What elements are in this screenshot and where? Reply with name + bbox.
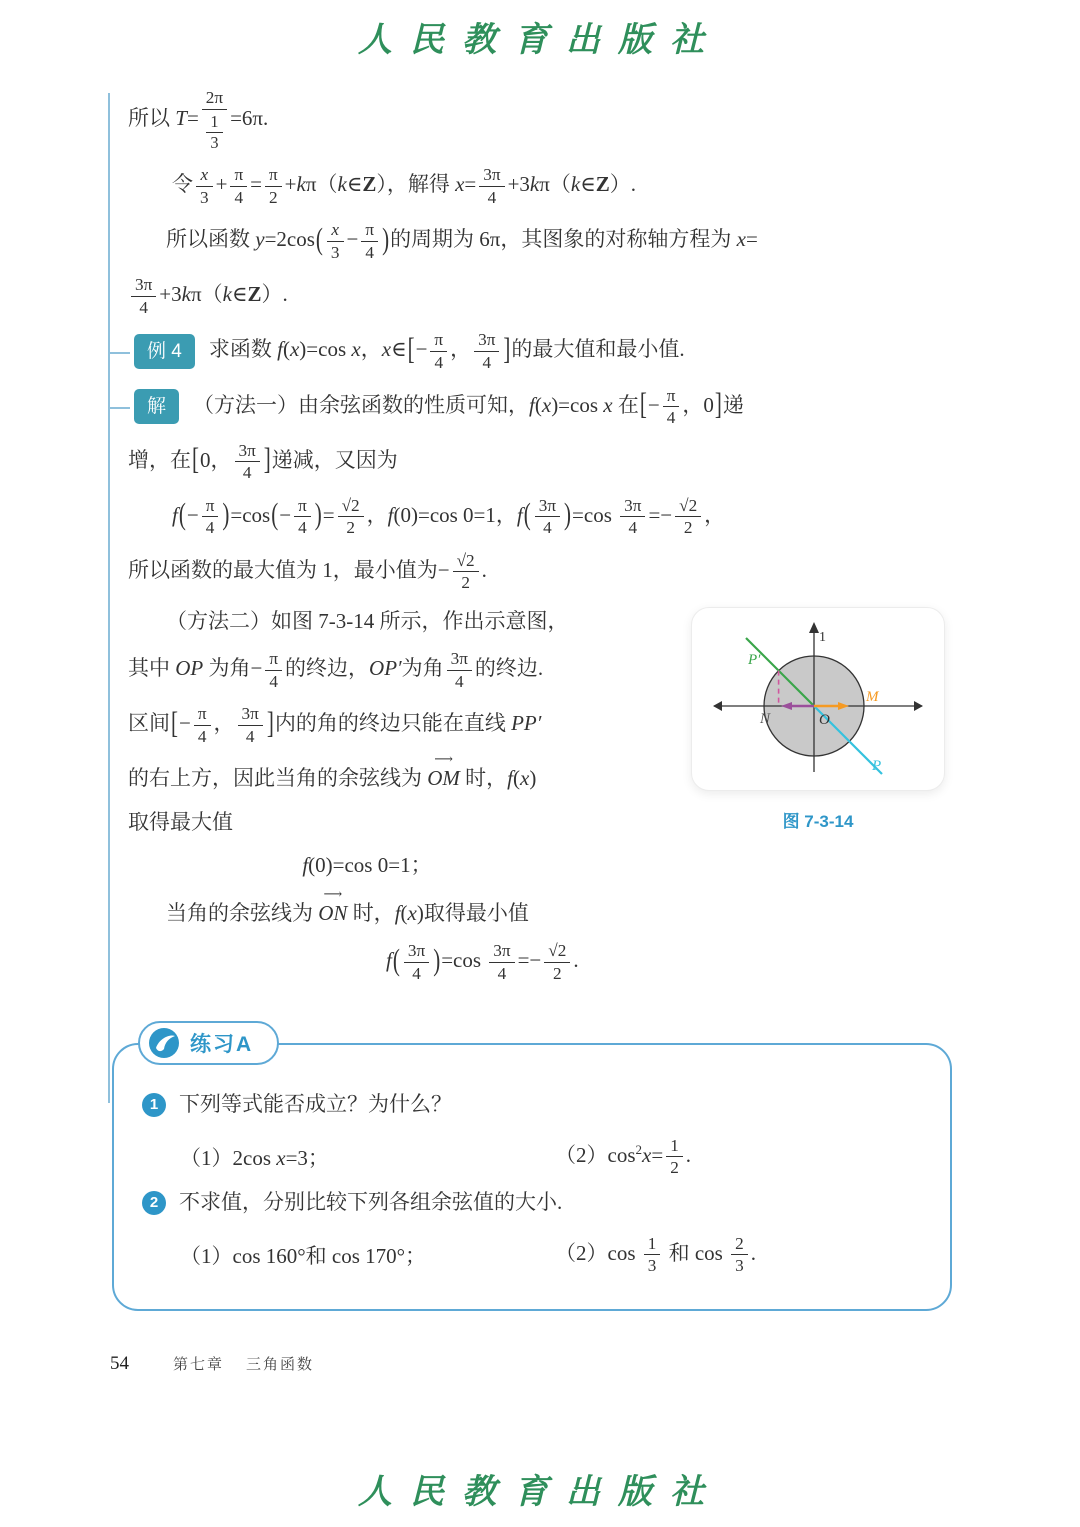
sub-item-2: （2）cos $\frac{1}{3}$ 和 cos $\frac{2}{3}$ . <box>555 1233 756 1276</box>
method2-line6: 当角的余弦线为 ON ⟶ 时，f(x)取得最小值 <box>128 893 952 930</box>
item-sub-row <box>180 1135 922 1179</box>
values-formula: f(− $\frac{\pi}{4}$ )=cos(− $\frac{\pi}{4}$ )= $\frac{√2}{2}$ ，f(0)=cos 0=1，f( $\frac{3\pi}{4}$ )=cos $\frac{3\pi}{4}$ =− $\frac{√2}{2}$ ， <box>172 495 726 538</box>
label-p-prime: P′ <box>748 651 761 668</box>
method2-line4: 的右上方，因此当角的余弦线为 OM ⟶ 时，f(x) <box>128 758 952 795</box>
method2-line1: （方法二）如图 7-3-14 所示，作出示意图， <box>166 608 569 633</box>
label-one: 1 <box>819 629 826 645</box>
practice-item-1 <box>142 1089 922 1179</box>
item-stem <box>142 1187 922 1219</box>
practice-box <box>112 1033 952 1310</box>
centered-formula-max: f(0)=cos 0=1； <box>302 853 432 878</box>
item-stem <box>142 1089 922 1121</box>
sub-item-1: （1）cos 160°和 cos 170°； <box>180 1243 427 1268</box>
math-line-period: 所以 T= $\frac{2\pi}{\frac{1}{3}}$ =6π. <box>128 88 269 152</box>
sub-item-2: $(2)\cos^2x=$ $\frac{1}{2}$ . <box>555 1135 692 1178</box>
max-min-conclusion: 所以函数的最大值为 1，最小值为− $\frac{√2}{2}$ . <box>128 550 487 593</box>
figure-caption: 图 7-3-14 <box>782 811 854 831</box>
math-line-solve: 令 $\frac{x}{3}$ + $\frac{\pi}{4}$ = $\frac{\pi}{2}$ +kπ（k∈Z），解得 x= $\frac{3\pi}{4}$ +3kπ（k∈Z）. <box>172 165 636 207</box>
label-p: P <box>872 757 882 774</box>
item-number-badge: 2 <box>142 1191 166 1215</box>
practice-icon <box>148 1027 180 1059</box>
example-bracket-line <box>108 93 110 1103</box>
sub-item-1: （1）2cos x=3； <box>180 1145 329 1170</box>
method2-line3: 区间[− $\frac{\pi}{4}$ ， $\frac{3\pi}{4}$ ]内的角的终边只能在直线 PP′ <box>128 704 542 746</box>
publisher-watermark-top: 人民教育出版社 <box>358 22 722 59</box>
example-statement: 求函数 f(x)=cos x，x∈[− $\frac{\pi}{4}$ ， $\frac{3\pi}{4}$ ]的最大值和最小值. <box>208 330 685 372</box>
page-number: 54 <box>110 1352 129 1374</box>
practice-title: 练习A <box>190 1033 254 1057</box>
centered-formula-min: f( $\frac{3\pi}{4}$ )=cos $\frac{3\pi}{4}$ =− $\frac{√2}{2}$ . <box>386 941 579 983</box>
method2-line5: 取得最大值 <box>128 809 233 834</box>
chapter-label: 第七章 <box>173 1356 225 1373</box>
practice-item-2 <box>142 1187 922 1277</box>
method2-line2: 其中 OP 为角− $\frac{\pi}{4}$ 的终边，OP′为角 $\frac{3\pi}{4}$ 的终边. <box>128 649 544 691</box>
math-line-conclusion: 所以函数 y=2cos( $\frac{x}{3}$ − $\frac{\pi}{4}$ )的周期为 6π，其图象的对称轴方程为 x= <box>166 220 758 262</box>
solution-row <box>128 385 952 429</box>
item-stem-text: 下列等式能否成立？为什么？ <box>179 1092 452 1117</box>
unit-circle-figure <box>700 618 936 780</box>
solution-method1-line2: 增，在[0， $\frac{3\pi}{4}$ ]递减，又因为 <box>128 440 398 483</box>
solution-badge: 解 <box>134 389 179 424</box>
label-n: N <box>760 710 771 727</box>
item-sub-row <box>180 1233 922 1277</box>
label-m: M <box>866 688 879 705</box>
item-stem-text: 不求值，分别比较下列各组余弦值的大小. <box>179 1190 563 1214</box>
method-2-block <box>128 605 952 996</box>
example-4-row <box>128 329 952 373</box>
page-footer <box>110 1353 1080 1375</box>
publisher-watermark-bottom: 人民教育出版社 <box>358 1474 722 1511</box>
content-column <box>128 87 952 995</box>
math-line-axis: $\frac{3\pi}{4}$ +3kπ（k∈Z）. <box>128 274 952 318</box>
section-label: 三角函数 <box>246 1356 315 1373</box>
example-badge: 例 4 <box>134 334 195 369</box>
item-number-badge: 1 <box>142 1093 166 1117</box>
practice-tab <box>138 1021 279 1065</box>
solution-method1-line1: （方法一）由余弦函数的性质可知，f(x)=cos x 在[− $\frac{\pi}{4}$ ，0]递 <box>193 385 744 428</box>
label-o: O <box>819 711 830 728</box>
